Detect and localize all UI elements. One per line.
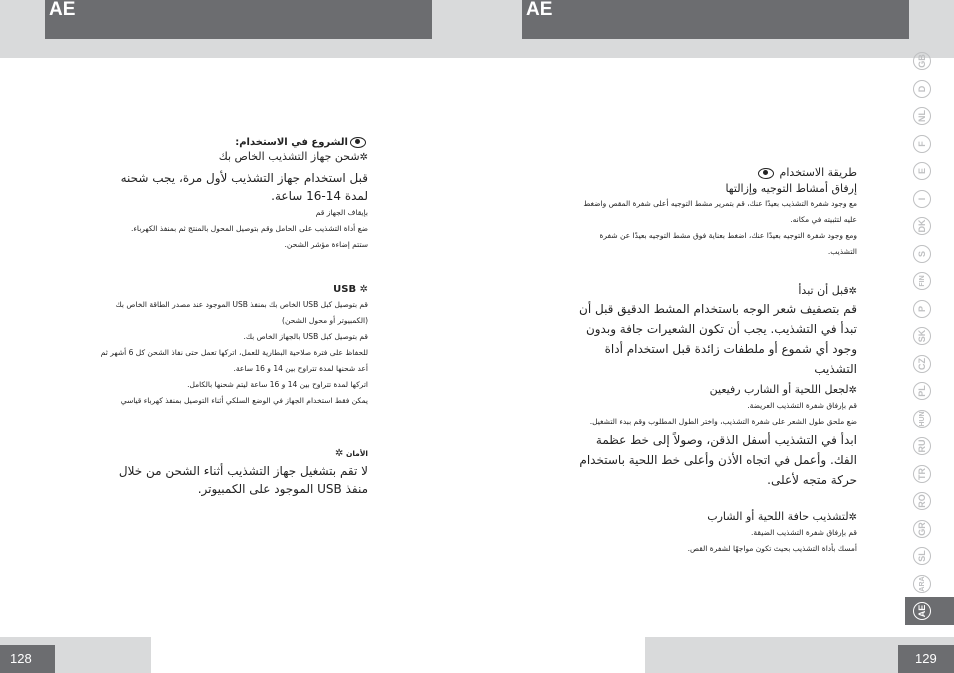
language-tab-fin[interactable]: FIN [913, 272, 931, 290]
language-tab-hun[interactable]: HUN [913, 410, 931, 428]
page-header [45, 0, 432, 39]
section-usb [95, 283, 368, 409]
gear-icon: ✲ [359, 284, 368, 295]
gear-icon: ✲ [334, 448, 344, 459]
section-line: مع وجود شفرة التشذيب بعيدًا عنك، قم بتمرير مشط التوجيه أعلى شفرة المقص واضغط عليه لتثبيته في مكانه. [583, 199, 857, 224]
header-code: AE [526, 0, 553, 20]
section-line: قم بإرفاق شفرة التشذيب العريضة. [747, 401, 857, 410]
section-heading: طريقة الاستخدام [569, 166, 857, 180]
section-edge [569, 510, 857, 557]
language-tab-ara[interactable]: ARA [913, 575, 931, 593]
section-line: للحفاظ على فترة صلاحية البطارية للعمل، اتركها تعمل حتى نفاذ الشحن كل 6 أشهر ثم أعد شحنها لمدة تتراوح بين 14 و 16 ساعة. [100, 348, 368, 373]
gear-icon: ✲ [359, 152, 368, 163]
section-line: ستتم إضاءة مؤشر الشحن. [284, 240, 368, 249]
section-heading: ✲لجعل اللحية أو الشارب رفيعين [709, 383, 857, 396]
language-tab-sl[interactable]: SL [913, 547, 931, 565]
language-tab-ae[interactable]: AE [913, 602, 931, 620]
section-safety [95, 446, 368, 498]
language-tab-cz[interactable]: CZ [913, 355, 931, 373]
language-tabs [906, 48, 954, 628]
section-line: قم بتوصيل كبل USB الخاص بك بمنفذ USB الموجود عند مصدر الطاقة الخاص بك (الكمبيوتر أو محول الشحن) [115, 300, 368, 325]
section-line: ابدأ في التشذيب أسفل الذقن، وصولاً إلى خط عظمة الفك. وأعمل في اتجاه الأذن وأعلى خط اللحية باستخدام حركة متجه لأعلى. [579, 433, 857, 487]
section-line: بإيقاف الجهاز قم [315, 208, 368, 217]
section-line: أمسك بأداة التشذيب بحيث تكون مواجهًا لشفرة القص. [687, 544, 857, 553]
section-line: إرفاق أمشاط التوجيه وإزالتها [725, 182, 857, 195]
section-before [569, 284, 857, 379]
section-line: ضع ملحق طول الشعر على شفرة التشذيب، واختر الطول المطلوب وقم ببدء التشغيل. [589, 417, 857, 426]
section-line: قم بتصفيف شعر الوجه باستخدام المشط الدقيق قبل أن تبدأ في التشذيب. يجب أن تكون الشعيرات جافة وبدون وجود أي شموع أو ملطفات زائدة قبل استخدام أداة التشذيب [579, 302, 857, 376]
section-line: ✲شحن جهاز التشذيب الخاص بك [218, 150, 368, 163]
header-code: AE [49, 0, 76, 20]
section-line: قبل استخدام جهاز التشذيب لأول مرة، يجب شحنه لمدة 14-16 ساعة. [120, 171, 368, 203]
gear-icon: ✲ [848, 512, 857, 523]
gear-icon: ✲ [848, 286, 857, 297]
page-number: 128 [0, 645, 55, 673]
language-tab-e[interactable]: E [913, 162, 931, 180]
page-number: 129 [898, 645, 954, 673]
right-page [477, 0, 954, 673]
language-tab-ru[interactable]: RU [913, 437, 931, 455]
section-start [95, 136, 368, 253]
language-tab-sk[interactable]: SK [913, 327, 931, 345]
language-tab-tr[interactable]: TR [913, 465, 931, 483]
language-tab-i[interactable]: I [913, 190, 931, 208]
language-tab-ro[interactable]: RO [913, 492, 931, 510]
language-tab-nl[interactable]: NL [913, 107, 931, 125]
section-heading: الأمان ✲ [334, 448, 368, 459]
section-beard [569, 383, 857, 490]
gear-icon: ✲ [848, 385, 857, 396]
language-tab-dk[interactable]: DK [913, 217, 931, 235]
language-tab-gb[interactable]: GB [913, 52, 931, 70]
language-tab-s[interactable]: S [913, 245, 931, 263]
language-tab-p[interactable]: P [913, 300, 931, 318]
page-header [522, 0, 909, 39]
section-heading: الشروع في الاستخدام: [95, 136, 368, 150]
language-tab-d[interactable]: D [913, 80, 931, 98]
section-heading: ✲لتشذيب حافة اللحية أو الشارب [707, 510, 857, 523]
section-line: اتركها لمدة تتراوح بين 14 و 16 ساعة ليتم شحنها بالكامل. [187, 380, 368, 389]
section-line: قم بإرفاق شفرة التشذيب الضيقة. [751, 528, 857, 537]
section-line: ومع وجود شفرة التوجيه بعيدًا عنك، اضغط بعناية فوق مشط التوجيه بعيدًا عن شفرة التشذيب. [599, 231, 857, 256]
language-tab-gr[interactable]: GR [913, 520, 931, 538]
section-line: قم بتوصيل كبل USB بالجهاز الخاص بك. [243, 332, 368, 341]
section-line: ضع أداة التشذيب على الحامل وقم بتوصيل المحول بالمنتج ثم بمنفذ الكهرباء. [131, 224, 368, 233]
section-heading: ✲قبل أن تبدأ [798, 284, 857, 297]
eye-icon [350, 137, 366, 148]
section-line: يمكن فقط استخدام الجهاز في الوضع السلكي أثناء التوصيل بمنفذ كهرباء قياسي [120, 396, 368, 405]
language-tab-pl[interactable]: PL [913, 382, 931, 400]
eye-icon [758, 168, 774, 179]
section-heading: USB ✲ [333, 284, 368, 295]
language-tab-f[interactable]: F [913, 135, 931, 153]
section-method [569, 166, 857, 260]
section-line: لا تقم بتشغيل جهاز التشذيب أثناء الشحن من خلال منفذ USB الموجود على الكمبيوتر. [118, 464, 368, 496]
